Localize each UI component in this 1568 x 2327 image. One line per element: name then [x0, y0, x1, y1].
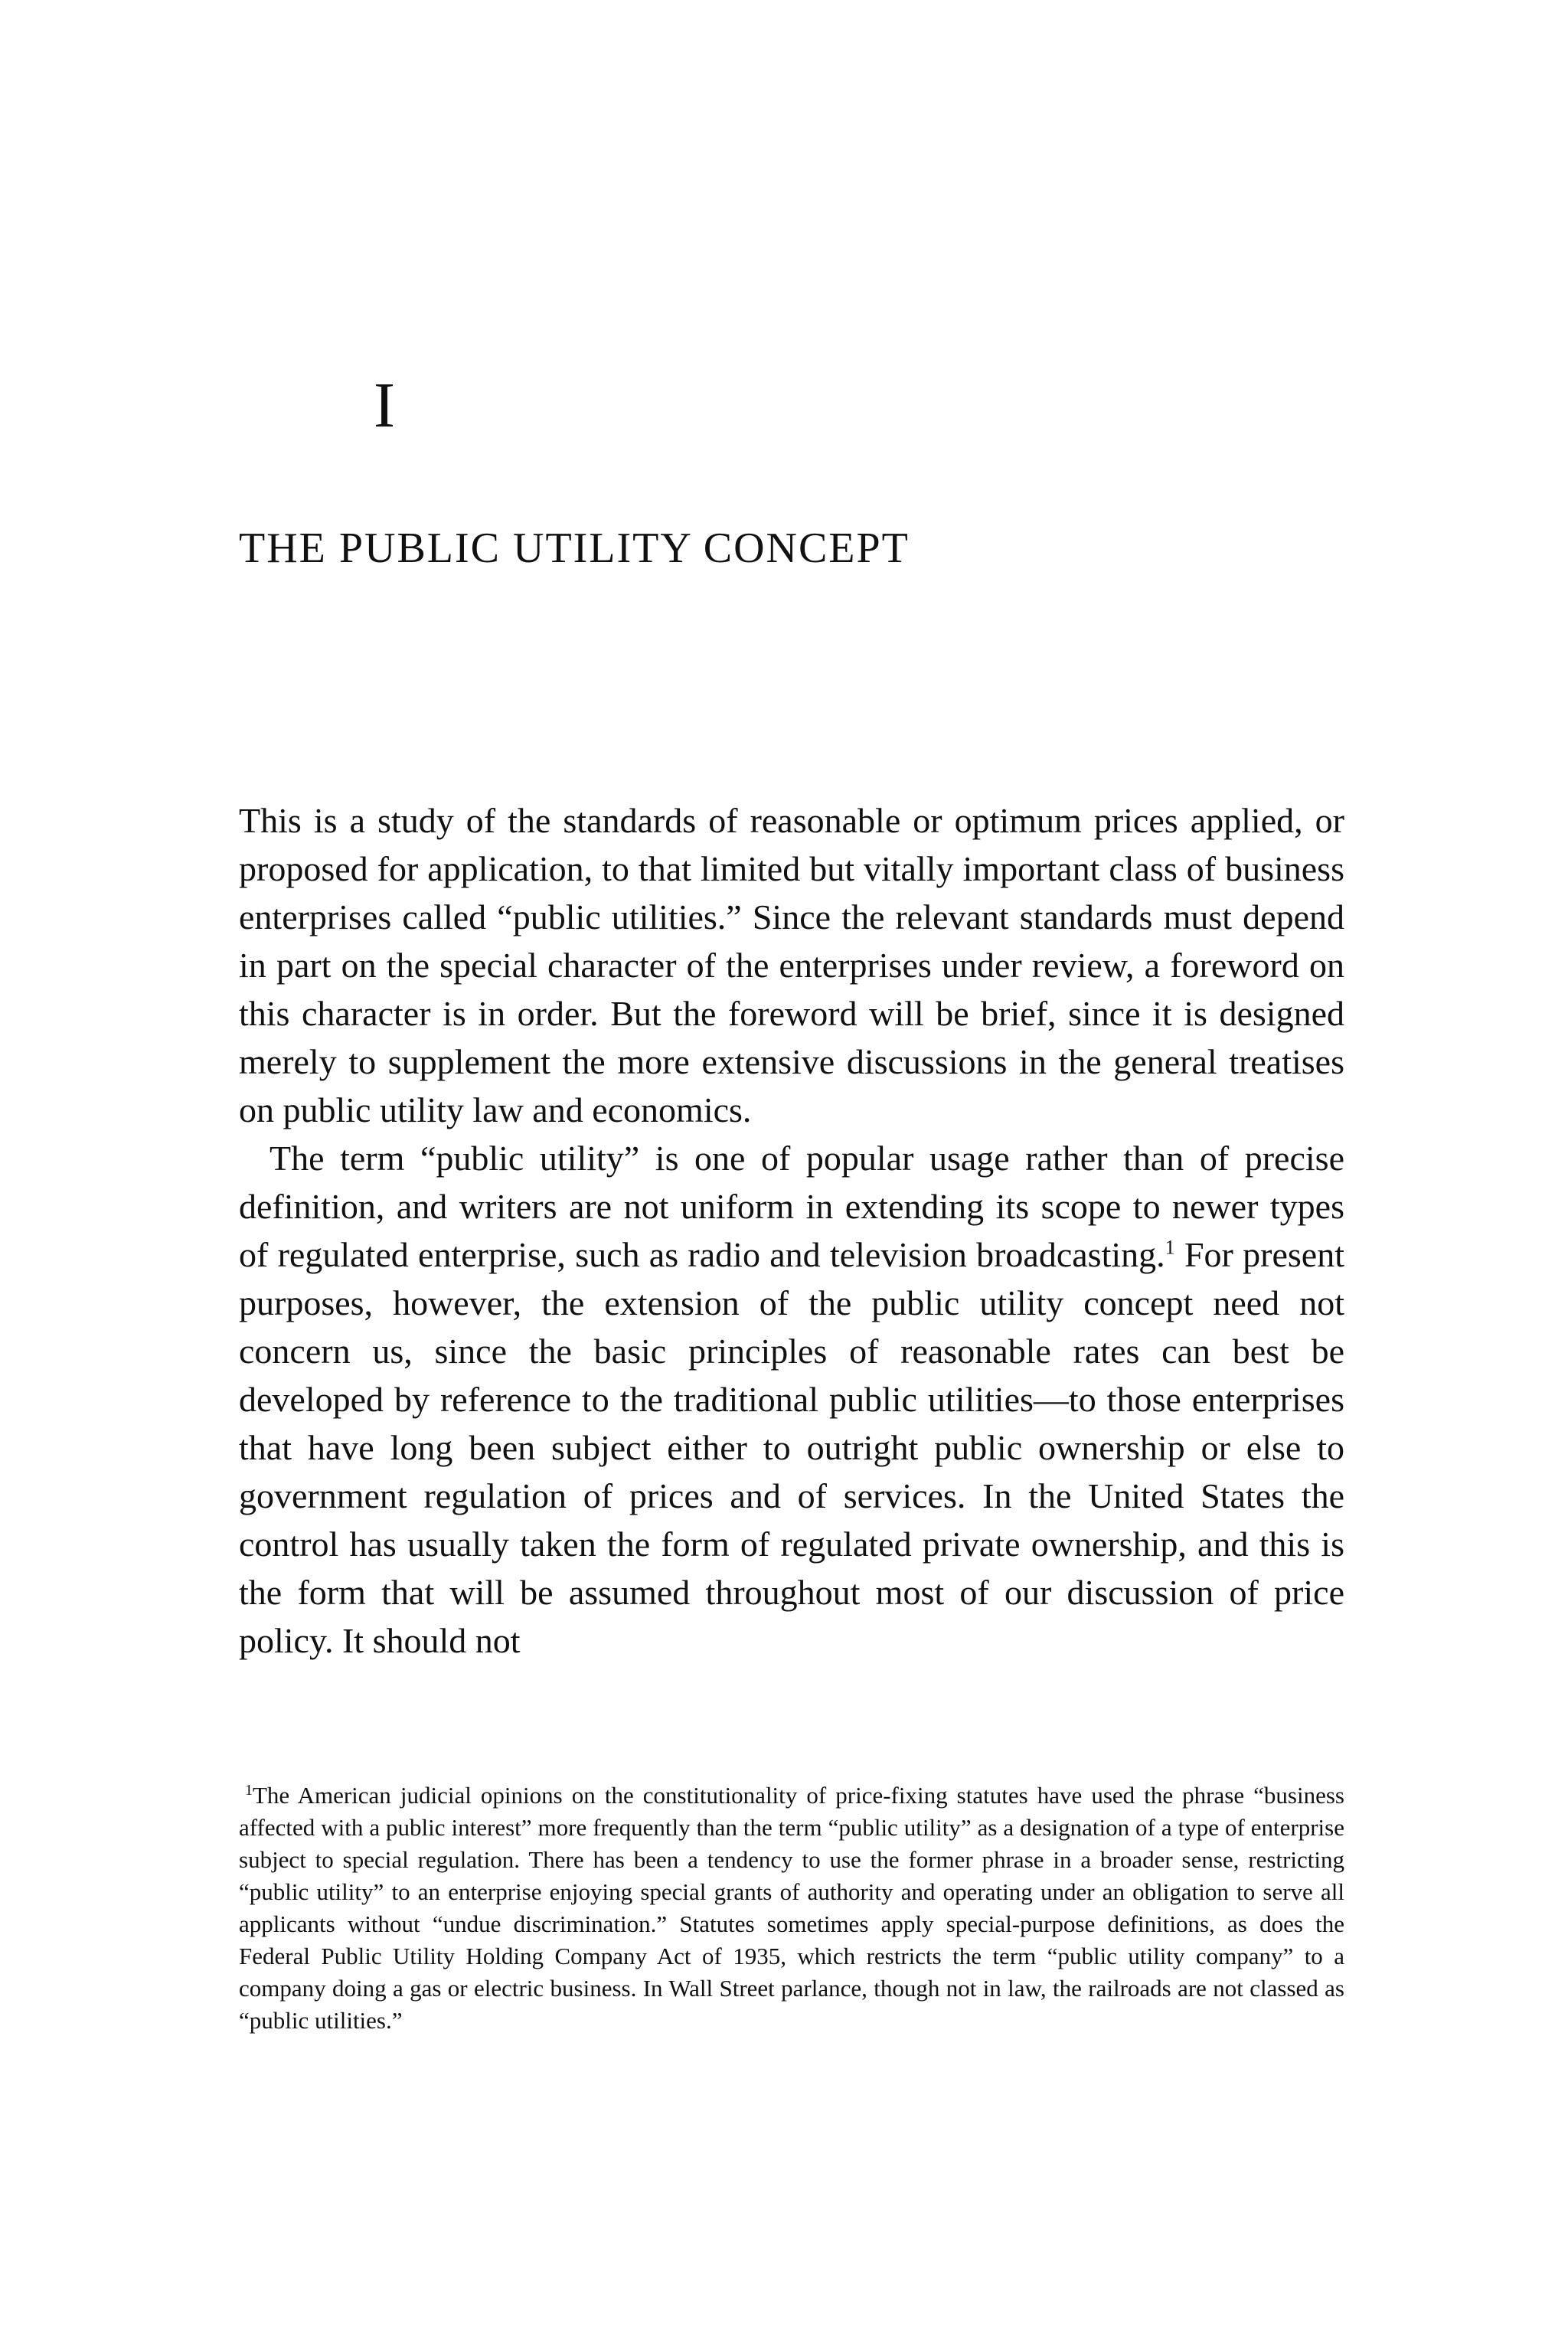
- footnote: [239, 1780, 1344, 2037]
- paragraph-2-text-after: For present purposes, however, the extension of the public utility concept need not concern us, since the basic principles of reasonable rates can best be developed by reference to the traditional public utilities—to those enterprises that have long been subject either to outright public ownership or else to government regulation of prices and of services. In the United States the control has usually taken the form of regulated private ownership, and this is the form that will be assumed throughout most of our discussion of price policy. It should not: [239, 1235, 1344, 1660]
- paragraph-1: This is a study of the standards of reasonable or optimum prices applied, or proposed for application, to that limited but vitally important class of business enterprises called “public utilities.” Since the relevant standards must depend in part on the special character of the enterprises under review, a foreword on this character is in order. But the foreword will be brief, since it is designed merely to supplement the more extensive discussions in the general treatises on public utility law and economics.: [239, 801, 1344, 1129]
- paragraph-2: [239, 1134, 1344, 1665]
- chapter-title: THE PUBLIC UTILITY CONCEPT: [239, 525, 910, 572]
- footnote-marker: 1: [245, 1781, 253, 1799]
- footnote-reference[interactable]: 1: [1165, 1236, 1175, 1259]
- paragraph-2-text-before: The term “public utility” is one of popular usage rather than of precise definition, and writers are not uniform in extending its scope to newer types of regulated enterprise, such as radio and television broadcasting.: [239, 1139, 1344, 1274]
- footnote-text: The American judicial opinions on the constitutionality of price-fixing statutes have used the phrase “business affected with a public interest” more frequently than the term “public utility” as a designation of a type of enterprise subject to special regulation. There has been a tendency to use the former phrase in a broader sense, restricting “public utility” to an enterprise enjoying special grants of authority and operating under an obligation to serve all applicants without “undue discrimination.” Statutes sometimes apply special-purpose definitions, as does the Federal Public Utility Holding Company Act of 1935, which restricts the term “public utility company” to a company doing a gas or electric business. In Wall Street parlance, though not in law, the railroads are not classed as “public utilities.”: [239, 1782, 1344, 2034]
- chapter-body: [239, 796, 1344, 1665]
- chapter-number: I: [374, 370, 395, 441]
